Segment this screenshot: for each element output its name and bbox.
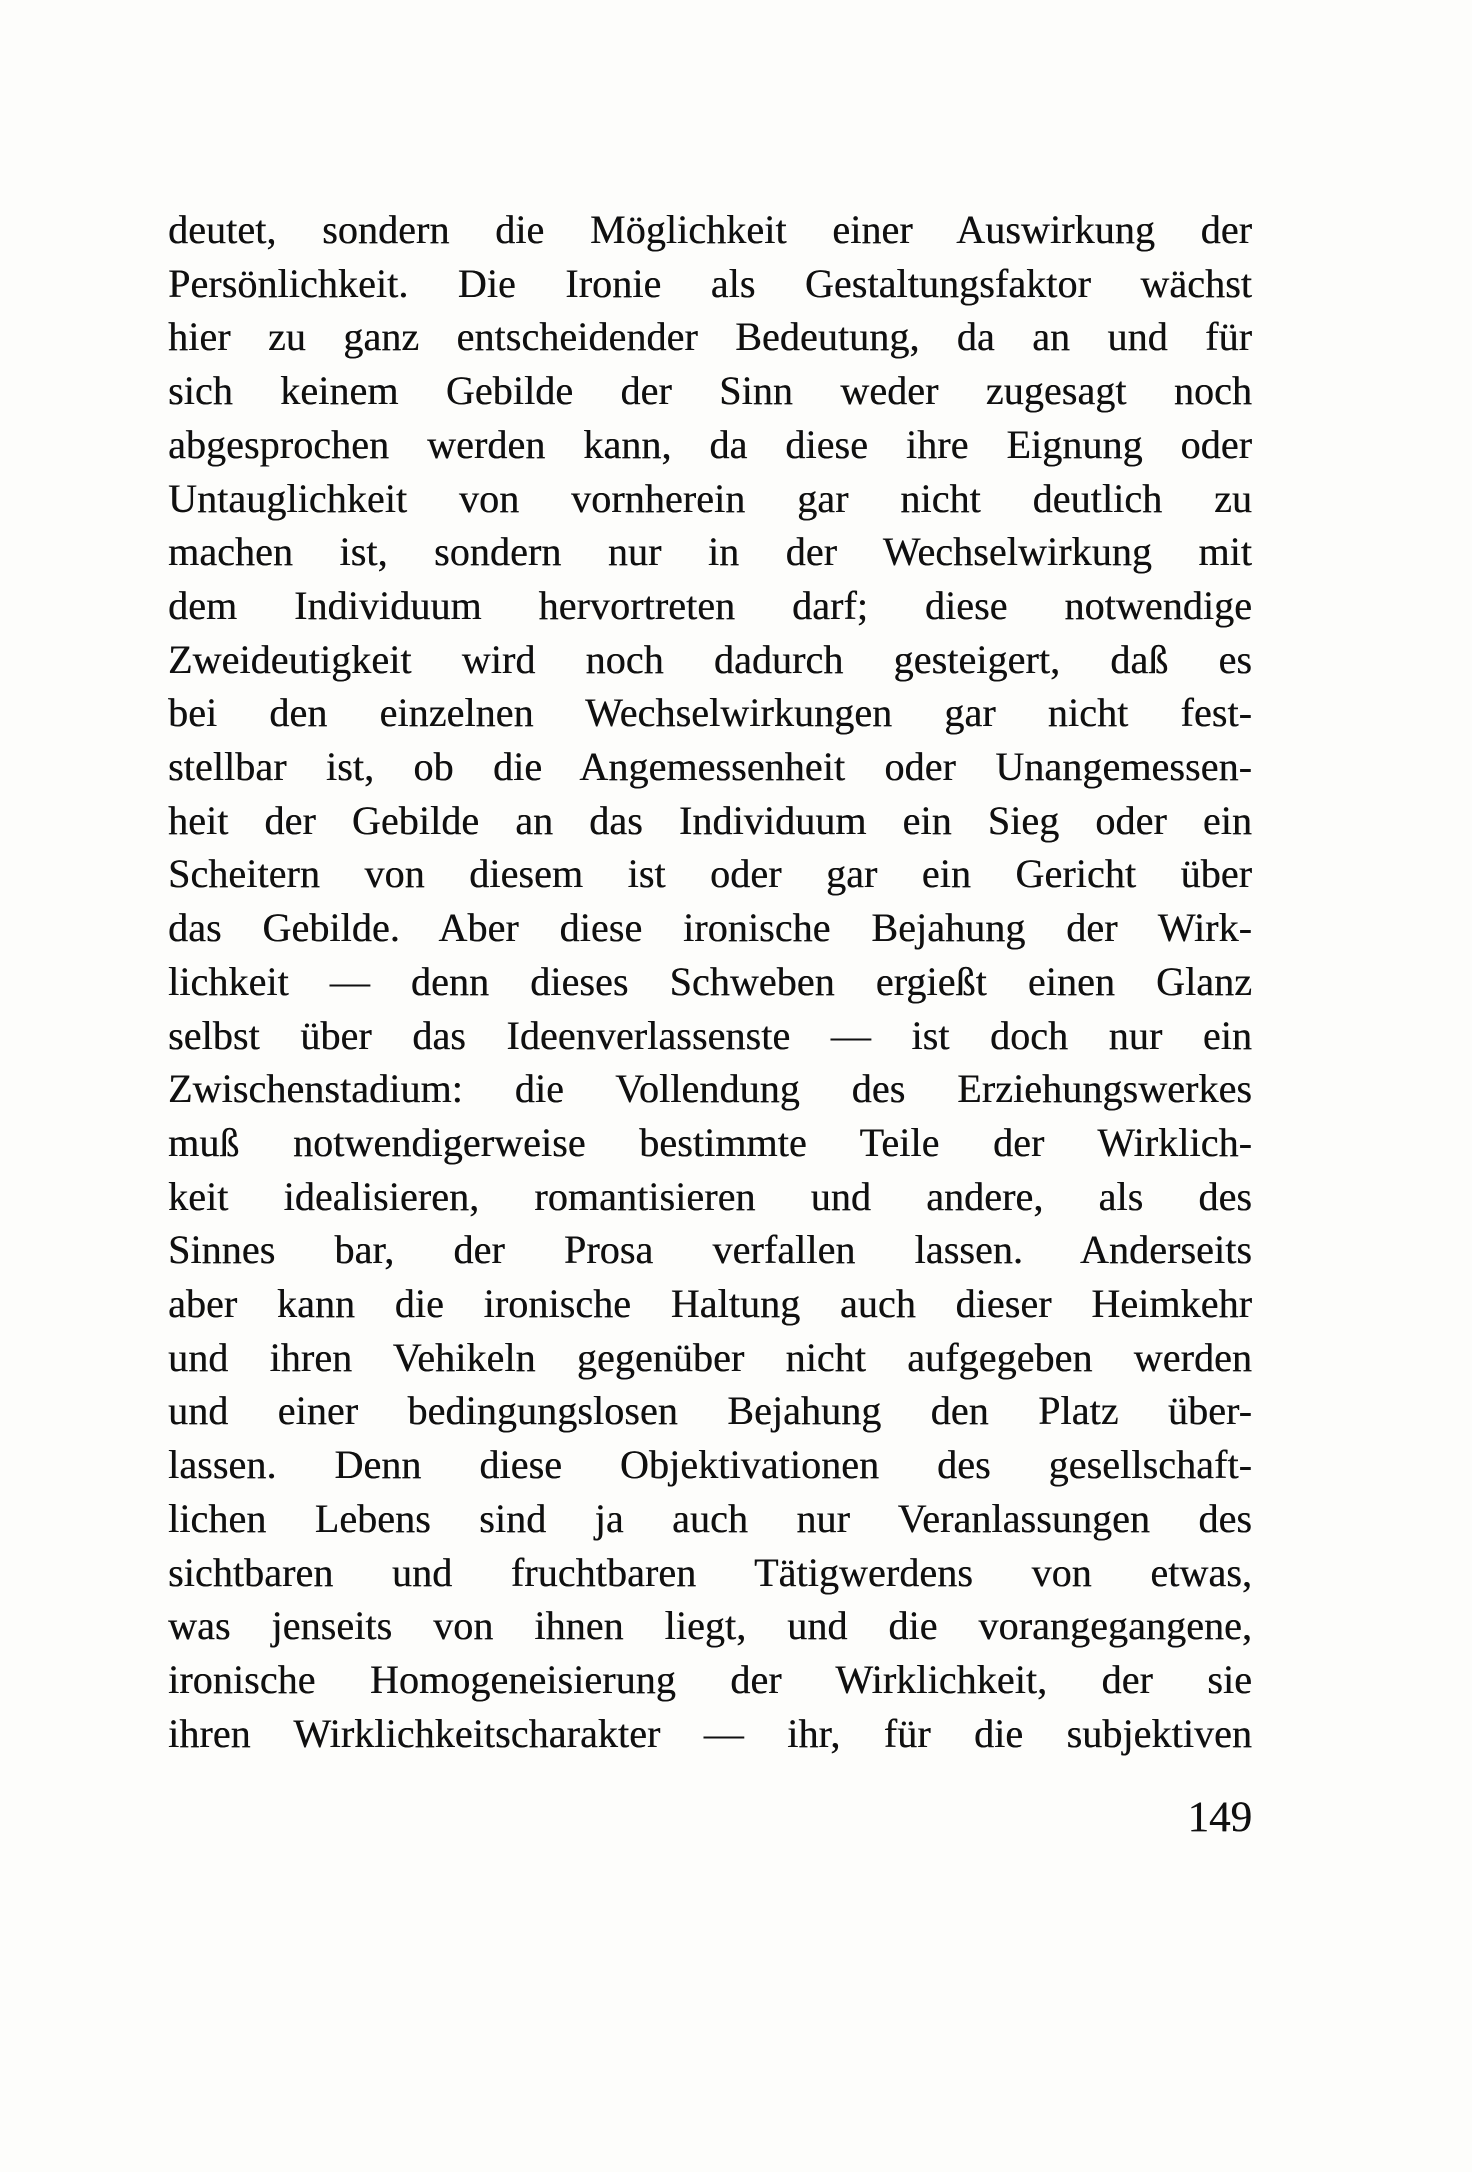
text-line: selbst über das Ideenverlassenste — ist doch nur ein <box>168 1012 1252 1058</box>
text-line: sich keinem Gebilde der Sinn weder zugesagt noch <box>168 368 1252 414</box>
text-line: aber kann die ironische Haltung auch dieser Heimkehr <box>168 1281 1252 1327</box>
text-line: heit der Gebilde an das Individuum ein Sieg oder ein <box>168 797 1252 843</box>
text-line: Zwischenstadium: die Vollendung des Erziehungswerkes <box>168 1066 1252 1112</box>
text-line: deutet, sondern die Möglichkeit einer Auswirkung der <box>168 207 1252 252</box>
text-line: und einer bedingungslosen Bejahung den Platz über- <box>168 1388 1252 1434</box>
text-line: dem Individuum hervortreten darf; diese notwendige <box>168 582 1252 628</box>
text-line: Untauglichkeit von vornherein gar nicht deutlich zu <box>168 475 1252 521</box>
text-line: hier zu ganz entscheidender Bedeutung, da an und für <box>168 314 1252 360</box>
text-line: stellbar ist, ob die Angemessenheit oder Unangemessen- <box>168 744 1252 790</box>
text-line: machen ist, sondern nur in der Wechselwirkung mit <box>168 529 1252 575</box>
text-line: abgesprochen werden kann, da diese ihre Eignung oder <box>168 421 1252 467</box>
text-line: lichkeit — denn dieses Schweben ergießt einen Glanz <box>168 958 1252 1004</box>
text-line: das Gebilde. Aber diese ironische Bejahung der Wirk- <box>168 905 1252 951</box>
text-line: lassen. Denn diese Objektivationen des gesellschaft- <box>168 1442 1252 1488</box>
text-line: Zweideutigkeit wird noch dadurch gesteigert, daß es <box>168 636 1252 682</box>
text-block <box>168 203 1252 1760</box>
text-line: lichen Lebens sind ja auch nur Veranlassungen des <box>168 1495 1252 1541</box>
text-line: bei den einzelnen Wechselwirkungen gar nicht fest- <box>168 690 1252 736</box>
text-line: Sinnes bar, der Prosa verfallen lassen. Anderseits <box>168 1227 1252 1273</box>
text-line: keit idealisieren, romantisieren und andere, als des <box>168 1173 1252 1219</box>
text-line: Scheitern von diesem ist oder gar ein Gericht über <box>168 851 1252 897</box>
text-line: was jenseits von ihnen liegt, und die vorangegangene, <box>168 1603 1252 1649</box>
text-line: sichtbaren und fruchtbaren Tätigwerdens von etwas, <box>168 1549 1252 1595</box>
text-line: ihren Wirklichkeitscharakter — ihr, für die subjektiven <box>168 1710 1252 1756</box>
text-line: Persönlichkeit. Die Ironie als Gestaltungsfaktor wächst <box>168 260 1252 306</box>
page-number: 149 <box>1187 1794 1252 1841</box>
text-line: und ihren Vehikeln gegenüber nicht aufgegeben werden <box>168 1334 1252 1380</box>
text-line: muß notwendigerweise bestimmte Teile der Wirklich- <box>168 1119 1252 1165</box>
text-line: ironische Homogeneisierung der Wirklichkeit, der sie <box>168 1656 1252 1702</box>
